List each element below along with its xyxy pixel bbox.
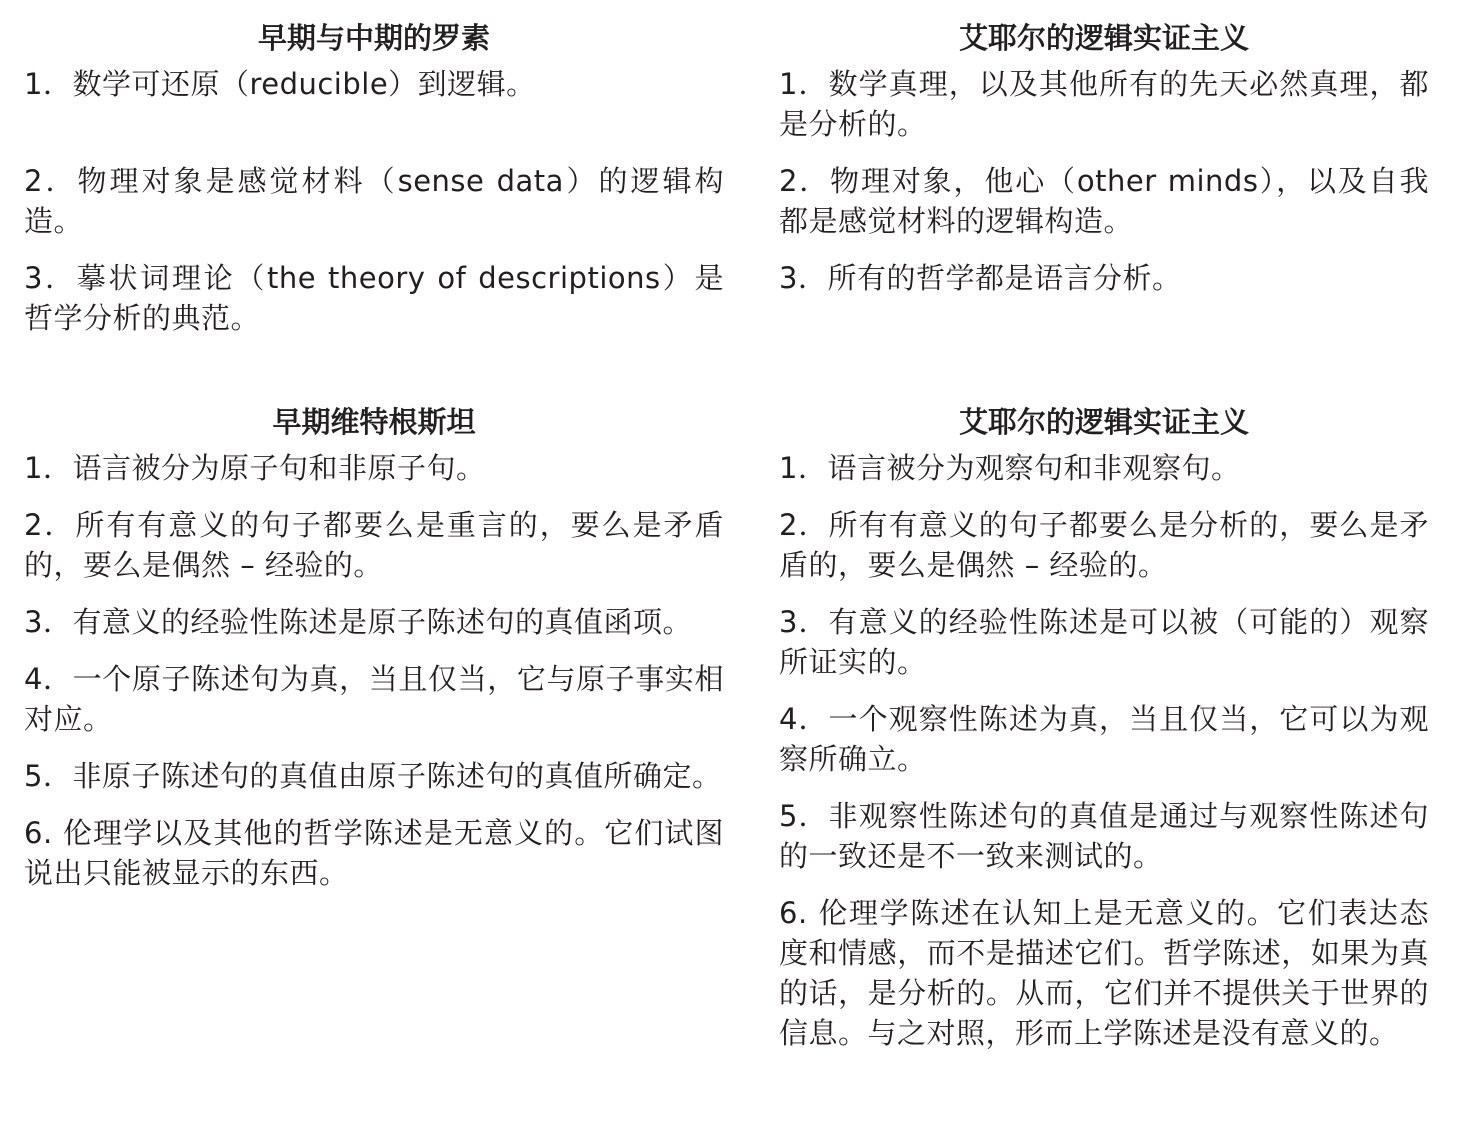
list-item: 2．物理对象，他心（other minds），以及自我都是感觉材料的逻辑构造。 [779,164,1429,238]
list-item: 2．所有有意义的句子都要么是重言的，要么是矛盾的，要么是偶然 – 经验的。 [24,508,724,582]
list-item: 3．摹状词理论（the theory of descriptions）是哲学分析的典范。 [24,261,724,335]
column-heading: 艾耶尔的逻辑实证主义 [958,405,1249,439]
column-heading: 艾耶尔的逻辑实证主义 [958,21,1249,55]
column-ayer [779,16,1429,315]
column-wittgenstein [24,400,724,910]
column-russell [24,16,724,355]
list-item: 3．所有的哲学都是语言分析。 [779,261,1182,295]
list-item: 1．数学真理，以及其他所有的先天必然真理，都是分析的。 [779,67,1429,141]
list-item: 4．一个观察性陈述为真，当且仅当，它可以为观察所确立。 [779,702,1429,776]
list-item: 1．语言被分为观察句和非观察句。 [779,451,1241,485]
list-item: 2．物理对象是感觉材料（sense data）的逻辑构造。 [24,164,724,238]
column-ayer [779,400,1429,1070]
list-item: 1．语言被分为原子句和非原子句。 [24,451,486,485]
list-item: 4．一个原子陈述句为真，当且仅当，它与原子事实相对应。 [24,662,724,736]
list-item: 3．有意义的经验性陈述是原子陈述句的真值函项。 [24,605,692,639]
list-item: 2．所有有意义的句子都要么是分析的，要么是矛盾的，要么是偶然 – 经验的。 [779,508,1429,582]
list-item: 6. 伦理学以及其他的哲学陈述是无意义的。它们试图说出只能被显示的东西。 [24,816,724,890]
list-item: 1．数学可还原（reducible）到逻辑。 [24,67,536,101]
list-item: 5．非观察性陈述句的真值是通过与观察性陈述句的一致还是不一致来测试的。 [779,799,1429,873]
column-heading: 早期与中期的罗素 [257,21,490,55]
column-heading: 早期维特根斯坦 [272,405,476,439]
list-item: 3．有意义的经验性陈述是可以被（可能的）观察所证实的。 [779,605,1429,679]
list-item: 6. 伦理学陈述在认知上是无意义的。它们表达态度和情感，而不是描述它们。哲学陈述，如果为真的话，是分析的。从而，它们并不提供关于世界的信息。与之对照，形而上学陈述是没有意义的。 [779,896,1429,1050]
list-item: 5．非原子陈述句的真值由原子陈述句的真值所确定。 [24,759,722,793]
